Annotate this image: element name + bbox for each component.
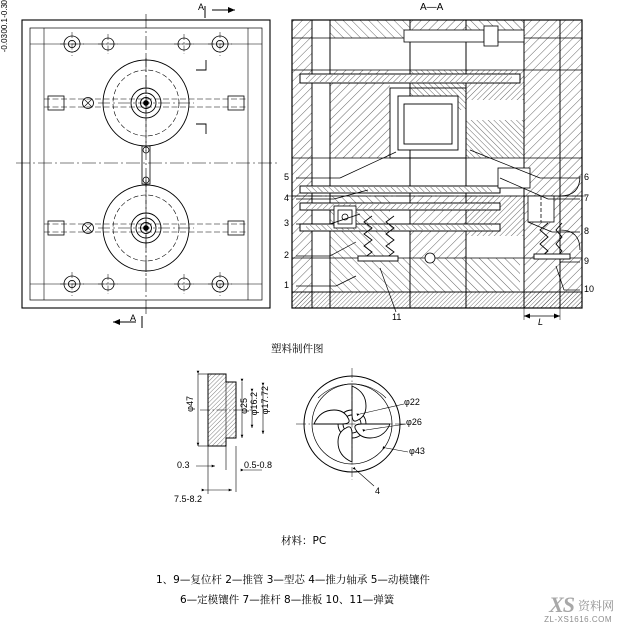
plan-view-group (16, 6, 278, 328)
callout-3: 3 (284, 218, 290, 228)
dim-d47: φ47 (185, 396, 195, 412)
callout-8: 8 (584, 226, 590, 236)
dim-count-4: 4 (375, 486, 381, 496)
dim-d43: φ43 (409, 446, 425, 456)
dim-d17-72-tol-upper: 0 (0, 29, 9, 34)
legend-line-1: 1、9—复位杆 2—推管 3—型芯 4—推力轴承 5—动模镶件 (156, 574, 430, 586)
callout-11: 11 (392, 312, 402, 322)
legend-line-2: 6—定模镶件 7—推杆 8—推板 10、11—弹簧 (180, 594, 395, 606)
callout-1: 1 (284, 280, 290, 290)
callout-2: 2 (284, 250, 290, 260)
dim-d25: φ25 (239, 398, 249, 414)
dim-d47-tol-upper: 0 (0, 0, 9, 5)
plan-section-mark-top: A (198, 2, 205, 12)
section-title: A—A (420, 2, 444, 13)
watermark-badge: XS (549, 592, 574, 617)
callout-7: 7 (584, 193, 590, 203)
callout-10: 10 (584, 284, 595, 294)
material-caption: 材料：PC (281, 535, 327, 547)
callout-9: 9 (584, 256, 590, 266)
dim-d26: φ26 (406, 417, 422, 427)
watermark-subtext: ZL-XS1616.COM (544, 615, 612, 624)
callout-4: 4 (284, 193, 290, 203)
callout-6: 6 (584, 172, 590, 182)
watermark-text: 资料网 (577, 598, 614, 613)
section-view-group (286, 20, 588, 320)
dim-d17-72-tol-lower: -0.03 (0, 33, 9, 53)
dim-0-5-0-8: 0.5-0.8 (244, 460, 273, 470)
dim-d22: φ22 (404, 397, 420, 407)
part-front-group (296, 368, 408, 486)
part-drawing-caption: 塑料制件图 (271, 343, 324, 355)
dim-d16-2: φ16.2 (249, 392, 259, 416)
dim-d17-72: φ17.72 (260, 386, 270, 415)
dim-d25-tol: 0.1 (0, 18, 9, 30)
dim-0-3: 0.3 (177, 460, 190, 470)
dimension-L: L (538, 317, 544, 327)
dim-d47-tol-lower: -0.3 (0, 4, 9, 19)
dim-7-5-8-2: 7.5-8.2 (174, 494, 203, 504)
callout-5: 5 (284, 172, 290, 182)
plan-section-mark-bottom: A (130, 313, 137, 323)
